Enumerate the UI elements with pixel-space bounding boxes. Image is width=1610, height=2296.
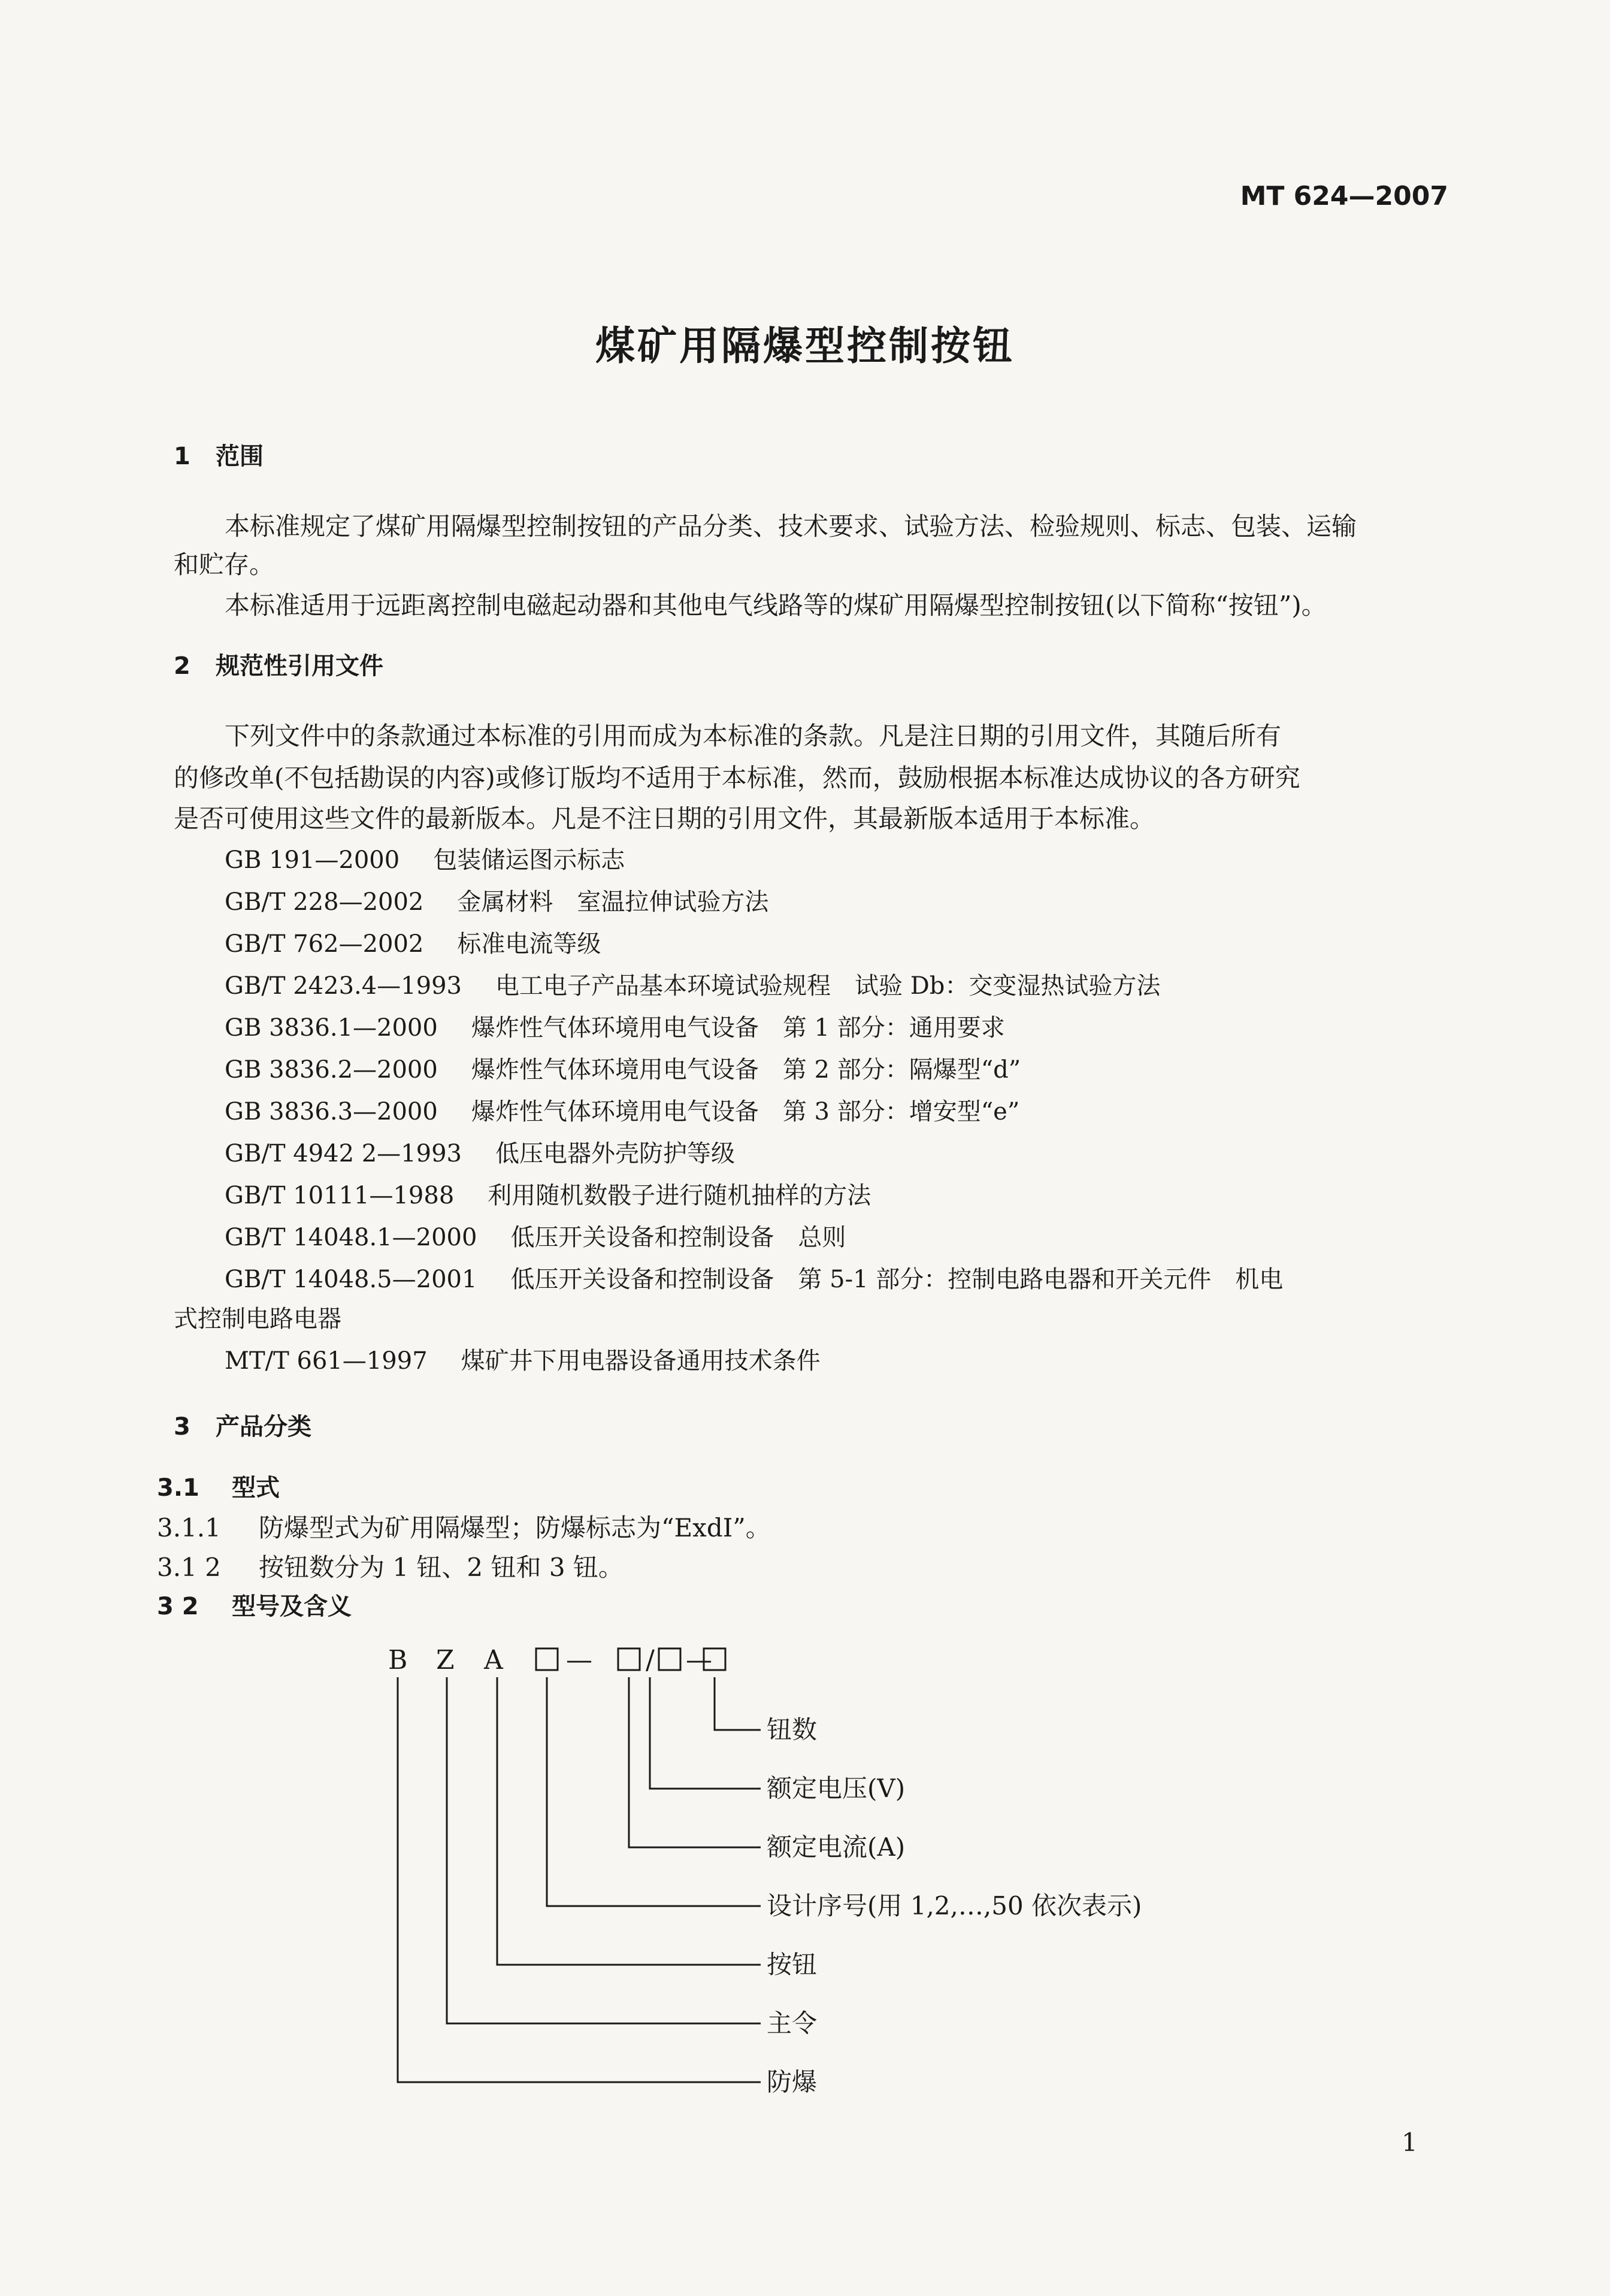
reference-title: 金属材料 室温拉伸试验方法 xyxy=(457,888,769,916)
reference-code: GB/T 14048.5—2001 xyxy=(225,1266,477,1293)
reference-code: GB/T 10111—1988 xyxy=(225,1182,455,1209)
leader-line-design-number xyxy=(547,1677,761,1906)
model-dash-2: — xyxy=(686,1645,712,1675)
label-command: 主令 xyxy=(767,2008,818,2038)
model-slash: / xyxy=(646,1645,655,1675)
model-dash-1: — xyxy=(566,1645,592,1675)
label-design-number: 设计序号(用 1,2,…,50 依次表示) xyxy=(767,1891,1142,1920)
label-button-count: 钮数 xyxy=(767,1715,818,1744)
reference-code: GB/T 4942 2—1993 xyxy=(225,1140,462,1167)
model-placeholder-box xyxy=(618,1648,640,1670)
reference-code: GB 3836.2—2000 xyxy=(225,1056,438,1084)
document-title: 煤矿用隔爆型控制按钮 xyxy=(595,323,1015,369)
reference-code: GB 3836.3—2000 xyxy=(225,1098,438,1126)
model-letter-b: B xyxy=(388,1645,408,1675)
label-explosion-proof: 防爆 xyxy=(767,2067,818,2097)
reference-title: 包装储运图示标志 xyxy=(433,846,625,874)
reference-title: 煤矿井下用电器设备通用技术条件 xyxy=(461,1347,821,1375)
section-2-number: 2 xyxy=(174,652,190,680)
reference-title: 低压开关设备和控制设备 第 5-1 部分：控制电路电器和开关元件 机电 xyxy=(510,1266,1284,1293)
leader-line-rated-voltage xyxy=(650,1677,761,1789)
reference-title: 低压开关设备和控制设备 总则 xyxy=(510,1224,846,1251)
section-3-1-title: 型式 xyxy=(232,1474,280,1502)
leader-line-explosion-proof xyxy=(398,1677,761,2082)
reference-title: 标准电流等级 xyxy=(457,930,601,958)
reference-title: 爆炸性气体环境用电气设备 第 2 部分：隔爆型“d” xyxy=(471,1056,1021,1084)
label-button: 按钮 xyxy=(767,1950,818,1979)
reference-title: 爆炸性气体环境用电气设备 第 3 部分：增安型“e” xyxy=(471,1098,1020,1126)
section-1-para1-line2: 和贮存。 xyxy=(174,550,275,579)
section-2-title: 规范性引用文件 xyxy=(216,652,383,680)
section-1-title: 范围 xyxy=(216,443,264,470)
reference-title: 爆炸性气体环境用电气设备 第 1 部分：通用要求 xyxy=(471,1014,1005,1042)
label-rated-current: 额定电流(A) xyxy=(767,1832,906,1862)
reference-code: GB 191—2000 xyxy=(225,846,400,874)
section-3-1-number: 3.1 xyxy=(157,1474,199,1502)
reference-code: GB/T 2423.4—1993 xyxy=(225,972,462,1000)
section-3-2-title: 型号及含义 xyxy=(232,1593,352,1620)
reference-code: GB/T 14048.1—2000 xyxy=(225,1224,477,1251)
section-2-intro-line1: 下列文件中的条款通过本标准的引用而成为本标准的条款。凡是注日期的引用文件，其随后所有 xyxy=(225,721,1282,751)
label-rated-voltage: 额定电压(V) xyxy=(767,1774,906,1803)
model-letter-z: Z xyxy=(436,1645,455,1675)
model-letter-a: A xyxy=(484,1645,503,1675)
clause-3-1-2-text: 按钮数分为 1 钮、2 钮和 3 钮。 xyxy=(259,1553,624,1582)
clause-3-1-1-text: 防爆型式为矿用隔爆型；防爆标志为“ExdI”。 xyxy=(259,1513,771,1542)
section-2-intro-line3: 是否可使用这些文件的最新版本。凡是不注日期的引用文件，其最新版本适用于本标准。 xyxy=(174,804,1155,833)
reference-title: 电工电子产品基本环境试验规程 试验 Db：交变湿热试验方法 xyxy=(495,972,1161,1000)
section-3-title: 产品分类 xyxy=(216,1413,311,1441)
standard-code: MT 624—2007 xyxy=(1240,181,1448,211)
leader-line-button-count xyxy=(715,1677,761,1730)
clause-3-1-2-number: 3.1 2 xyxy=(157,1553,221,1582)
section-2-intro-line2: 的修改单(不包括勘误的内容)或修订版均不适用于本标准，然而，鼓励根据本标准达成协议的各方研究 xyxy=(174,763,1300,792)
reference-code: MT/T 661—1997 xyxy=(225,1347,428,1375)
section-3-number: 3 xyxy=(174,1413,190,1441)
leader-line-command xyxy=(447,1677,761,2023)
reference-code: GB/T 228—2002 xyxy=(225,888,424,916)
reference-code: GB/T 762—2002 xyxy=(225,930,424,958)
page-number: 1 xyxy=(1402,2128,1418,2157)
model-placeholder-box xyxy=(659,1648,680,1670)
reference-title: 低压电器外壳防护等级 xyxy=(495,1140,735,1167)
section-1-number: 1 xyxy=(174,443,190,470)
section-3-2-number: 3 2 xyxy=(157,1593,199,1620)
clause-3-1-1-number: 3.1.1 xyxy=(157,1513,221,1542)
section-1-para1-line1: 本标准规定了煤矿用隔爆型控制按钮的产品分类、技术要求、试验方法、检验规则、标志、包装、运输 xyxy=(225,512,1357,541)
reference-code: GB 3836.1—2000 xyxy=(225,1014,438,1042)
reference-title: 利用随机数骰子进行随机抽样的方法 xyxy=(488,1182,871,1209)
reference-continuation: 式控制电路电器 xyxy=(174,1305,341,1333)
section-1-para2: 本标准适用于远距离控制电磁起动器和其他电气线路等的煤矿用隔爆型控制按钮(以下简称“按钮”)。 xyxy=(225,591,1327,620)
leader-line-rated-current xyxy=(629,1677,761,1847)
model-placeholder-box xyxy=(536,1648,558,1670)
